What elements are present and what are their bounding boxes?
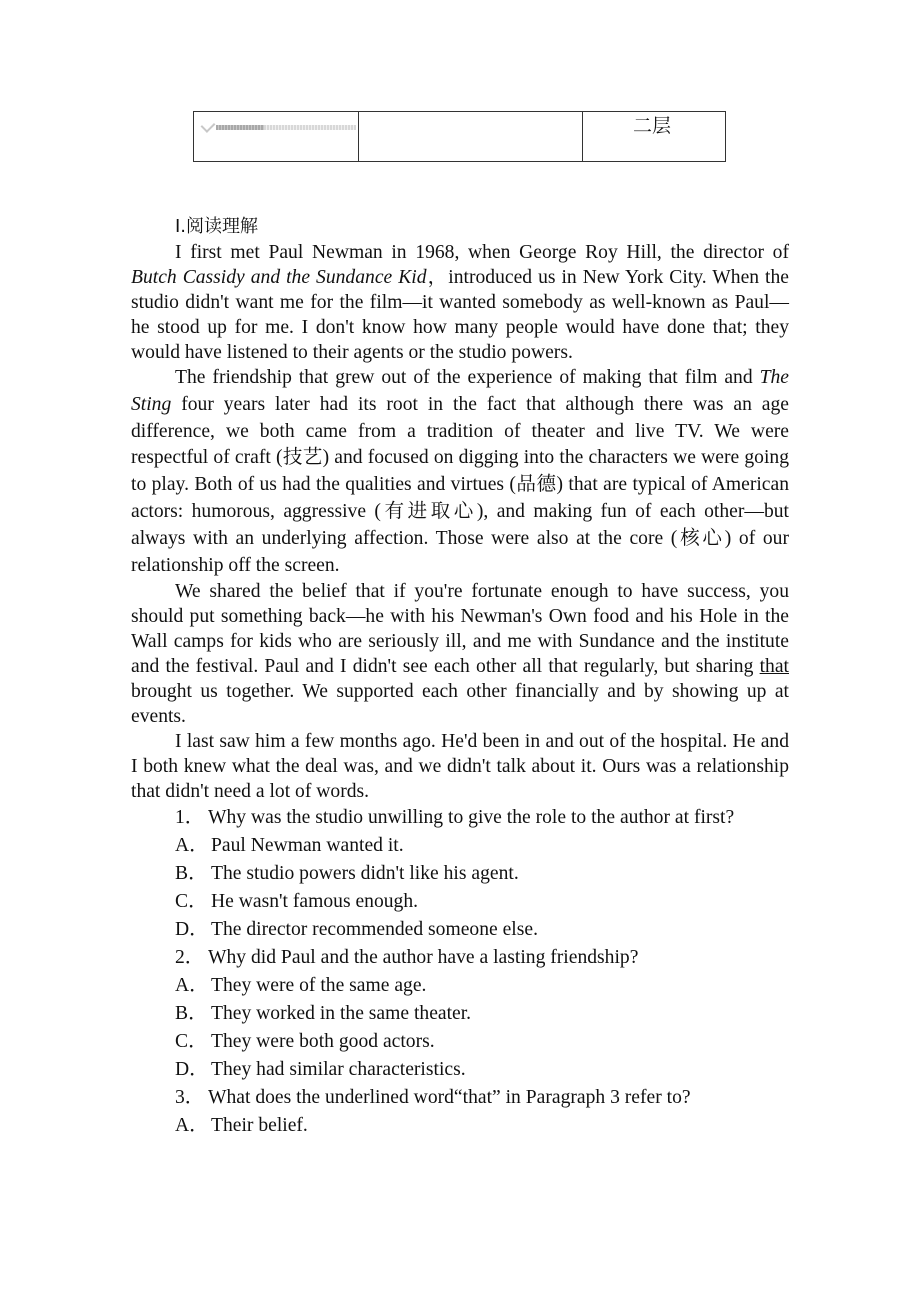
option-text: Their belief. xyxy=(211,1115,308,1137)
question-2 xyxy=(131,944,789,1084)
question-1 xyxy=(131,804,789,944)
film-title: Butch Cassidy and the Sundance Kid xyxy=(131,267,427,288)
option-b[interactable] xyxy=(131,860,789,888)
option-a[interactable] xyxy=(131,1112,789,1140)
header-cell-level xyxy=(583,112,726,162)
reading-section xyxy=(131,213,789,1140)
option-d[interactable] xyxy=(131,916,789,944)
watermark-bar-light xyxy=(264,125,356,130)
option-label: D． xyxy=(175,1059,209,1081)
question-number: 2． xyxy=(175,947,205,969)
paragraph-text: brought us together. We supported each other financially and by showing up at events. xyxy=(131,681,789,728)
option-b[interactable] xyxy=(131,1000,789,1028)
underlined-word: that xyxy=(759,656,789,678)
option-a[interactable] xyxy=(131,832,789,860)
option-label: C． xyxy=(175,1031,208,1053)
question-stem xyxy=(131,804,789,832)
paragraph-text: We shared the belief that if you're fortunate enough to have success, you should put something back—he with his Newman's Own food and his Hole in the Wall camps for kids who are seriously ill, and me with Sundance and the institute and the festival. Paul and I didn't see each other all that regularly, but sharing xyxy=(131,581,789,678)
film-title: The Sting xyxy=(131,367,789,415)
option-text: They were both good actors. xyxy=(211,1031,435,1053)
watermark-bar-dark xyxy=(216,125,264,130)
option-text: They had similar characteristics. xyxy=(211,1059,466,1081)
header-cell-watermark xyxy=(194,112,359,162)
passage-paragraph-1 xyxy=(131,240,789,365)
passage-paragraph-4: I last saw him a few months ago. He'd been in and out of the hospital. He and I both knew what the deal was, and we didn't talk about it. Ours was a relationship that didn't need a lot of words. xyxy=(131,731,789,803)
option-text: They were of the same age. xyxy=(211,975,427,997)
paragraph-text: I first met Paul Newman in 1968, when George Roy Hill, the director of xyxy=(175,242,789,263)
option-text: They worked in the same theater. xyxy=(211,1003,472,1025)
question-number: 1． xyxy=(175,807,205,829)
question-3 xyxy=(131,1084,789,1140)
question-stem xyxy=(131,1084,789,1112)
paragraph-text: four years later had its root in the fact that although there was an age difference, we both came from a tradition of theater and live TV. We were respectful of craft (技艺) and focused on digging into the characters we were going to play. Both of us had the qualities and virtues (品德) that are typical of American actors: humorous, aggressive (有进取心), and making fun of each other—but always with an underlying affection. Those were also at the core (核心) of our relationship off the screen. xyxy=(131,393,789,576)
question-text: Why did Paul and the author have a lasting friendship? xyxy=(208,947,639,969)
option-label: D． xyxy=(175,919,209,941)
option-c[interactable] xyxy=(131,888,789,916)
question-text: Why was the studio unwilling to give the role to the author at first? xyxy=(208,807,735,829)
question-stem xyxy=(131,944,789,972)
passage-paragraph-3 xyxy=(131,579,789,729)
option-label: A． xyxy=(175,975,209,997)
question-text: What does the underlined word“that” in Paragraph 3 refer to? xyxy=(208,1087,691,1109)
option-label: B． xyxy=(175,863,208,885)
option-d[interactable] xyxy=(131,1056,789,1084)
option-text: He wasn't famous enough. xyxy=(211,891,419,913)
option-label: C． xyxy=(175,891,208,913)
header-cell-empty xyxy=(359,112,583,162)
option-label: B． xyxy=(175,1003,208,1025)
option-text: Paul Newman wanted it. xyxy=(211,835,404,857)
option-label: A． xyxy=(175,835,209,857)
option-text: The director recommended someone else. xyxy=(211,919,538,941)
header-table xyxy=(193,111,726,162)
watermark-image xyxy=(202,123,358,131)
option-label: A． xyxy=(175,1115,209,1137)
section-heading: Ⅰ.阅读理解 xyxy=(175,216,259,237)
option-text: The studio powers didn't like his agent. xyxy=(211,863,519,885)
level-label: 二层 xyxy=(632,115,671,137)
paragraph-text: The friendship that grew out of the experience of making that film and xyxy=(175,367,760,388)
question-number: 3． xyxy=(175,1087,205,1109)
option-a[interactable] xyxy=(131,972,789,1000)
check-icon xyxy=(201,118,216,133)
passage-paragraph-2 xyxy=(131,365,789,579)
paragraph-text: ，introduced us in New York City. When the studio didn't want me for the film—it wanted somebody as well-known as Paul—he stood up for me. I don't know how many people would have done that; they would have listened to their agents or the studio powers. xyxy=(131,267,789,363)
option-c[interactable] xyxy=(131,1028,789,1056)
